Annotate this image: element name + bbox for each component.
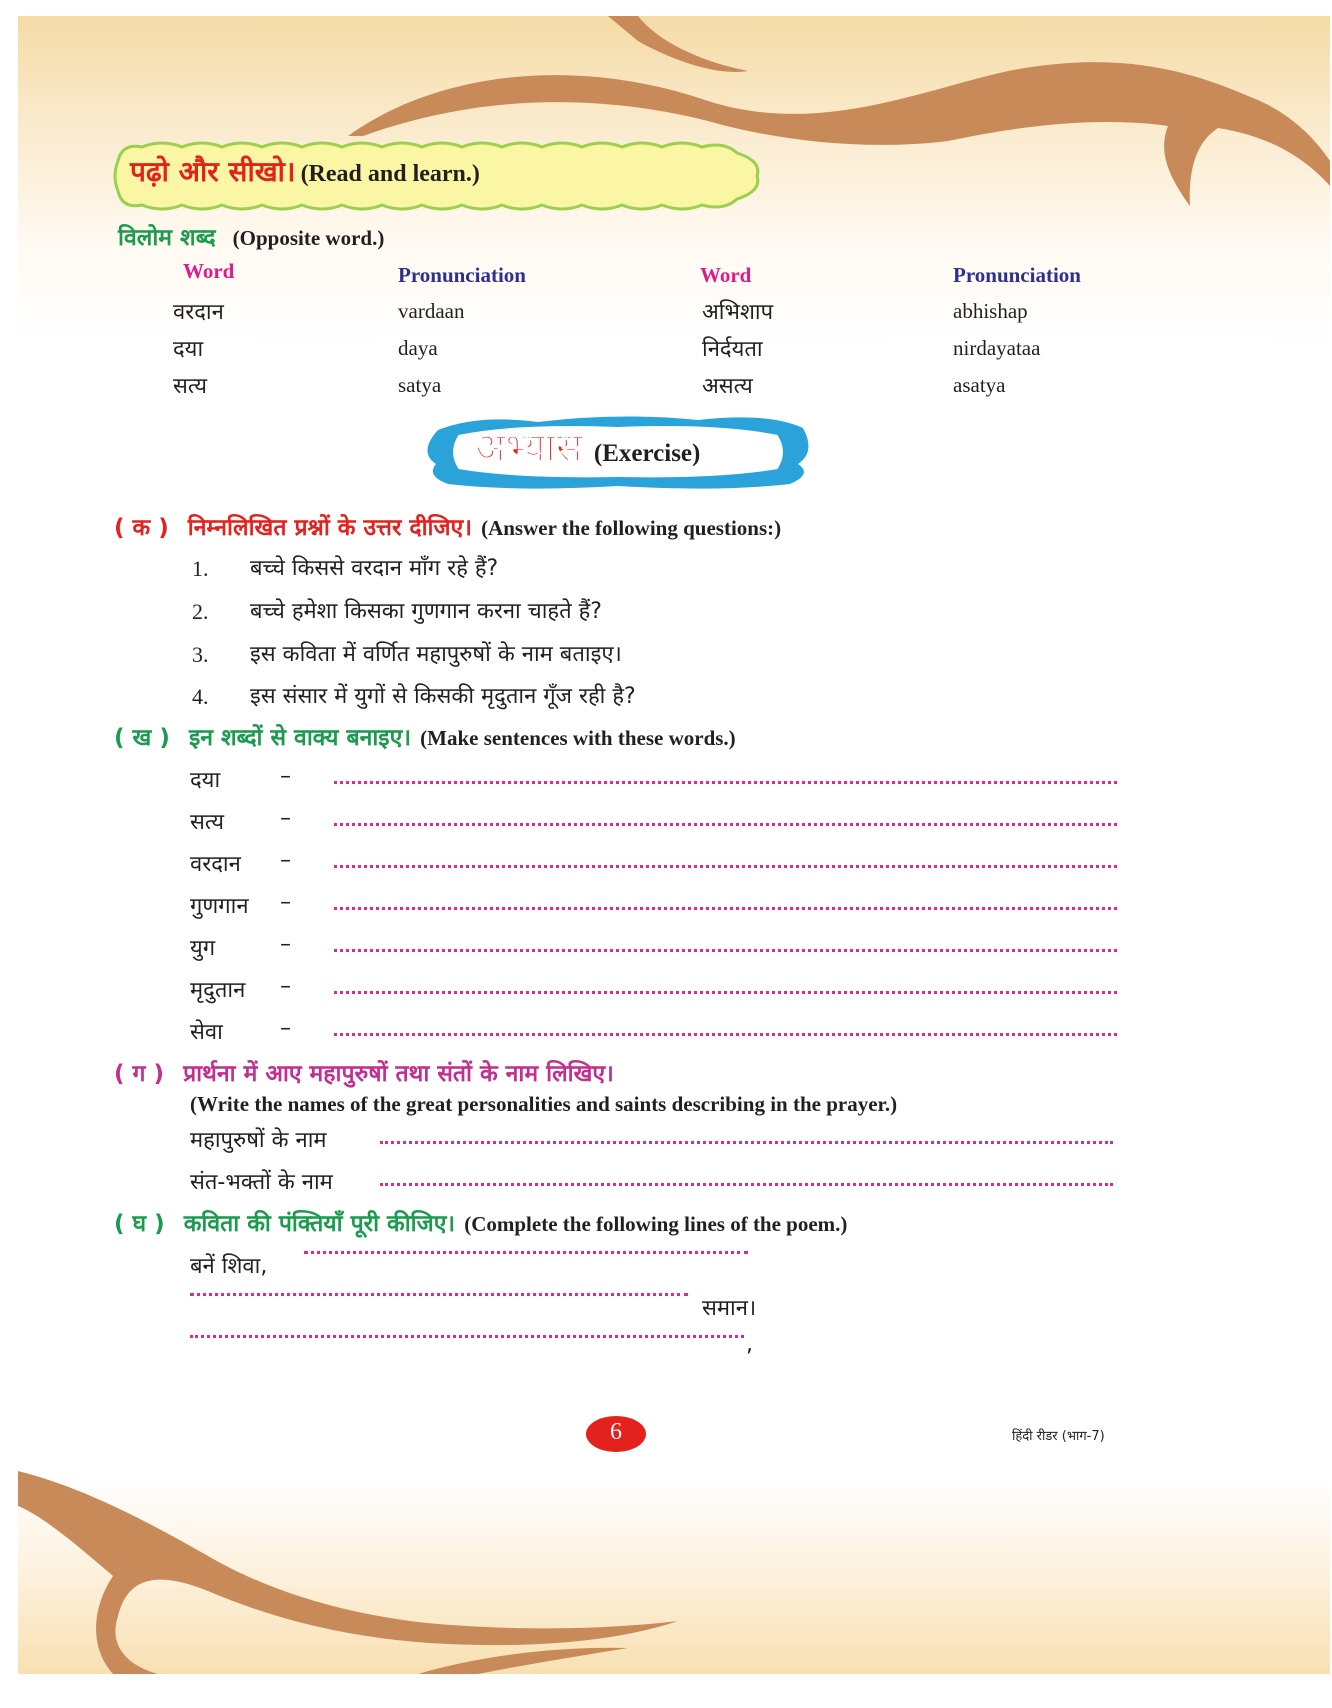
dash: – — [280, 764, 291, 789]
exercise-title-hindi: अभ्यास — [475, 425, 583, 471]
section-b-heading — [114, 720, 736, 752]
vocab-opposite: असत्य — [702, 374, 753, 399]
answer-line[interactable] — [334, 823, 1117, 826]
section-c-marker: ( ग ) — [114, 1061, 164, 1087]
vocab-pron: daya — [398, 336, 438, 360]
answer-line[interactable] — [334, 991, 1117, 994]
vocab-opposite-pron: abhishap — [953, 299, 1028, 323]
vocab-opposite: निर्दयता — [702, 337, 763, 362]
dash: – — [280, 932, 291, 957]
word-label: गुणगान — [190, 894, 249, 919]
section-a-marker: ( क ) — [114, 515, 169, 541]
col-pron-1: Pronunciation — [398, 263, 526, 287]
section-d-heading-english: (Complete the following lines of the poem.) — [464, 1212, 848, 1236]
col-word-2: Word — [700, 263, 752, 287]
exercise-title-english: (Exercise) — [593, 440, 701, 467]
question-text: इस संसार में युगों से किसकी मृदुतान गूँज रही है? — [250, 684, 636, 709]
dash: – — [280, 1016, 291, 1041]
vocab-heading-english: (Opposite word.) — [232, 226, 385, 250]
vocab-opposite-pron: asatya — [953, 373, 1006, 397]
vocab-word: सत्य — [173, 374, 208, 399]
section-c-heading — [114, 1056, 614, 1088]
answer-line[interactable] — [334, 781, 1117, 784]
col-pron-2: Pronunciation — [953, 263, 1081, 287]
section-a-heading-english: (Answer the following questions:) — [481, 516, 782, 540]
col-word-1: Word — [183, 259, 235, 283]
section-b-heading-english: (Make sentences with these words.) — [420, 726, 736, 750]
section-c-heading-english: (Write the names of the great personalities and saints describing in the prayer.) — [190, 1092, 898, 1116]
section-a-heading-hindi: निम्नलिखित प्रश्नों के उत्तर दीजिए। — [187, 515, 472, 541]
word-label: युग — [190, 936, 216, 961]
saints-answer-line[interactable] — [380, 1183, 1113, 1186]
header-title-hindi: पढ़ो और सीखो। — [130, 155, 296, 188]
answer-line[interactable] — [334, 949, 1117, 952]
book-title: हिंदी रीडर (भाग-7) — [1012, 1429, 1105, 1444]
word-label: वरदान — [190, 852, 241, 877]
word-label: सेवा — [190, 1020, 223, 1045]
poem-line-1-blank[interactable] — [304, 1251, 748, 1254]
question-text: बच्चे हमेशा किसका गुणगान करना चाहते हैं? — [250, 599, 602, 624]
header-title-english: (Read and learn.) — [300, 161, 480, 187]
poem-line-1-start: बनें शिवा, — [190, 1254, 268, 1279]
question-number: 4. — [192, 684, 209, 709]
word-label: सत्य — [190, 810, 225, 835]
question-text: इस कविता में वर्णित महापुरुषों के नाम बताइए। — [250, 642, 622, 667]
vocab-opposite-pron: nirdayataa — [953, 336, 1041, 360]
bottom-twig — [418, 1648, 628, 1674]
question-text: बच्चे किससे वरदान माँग रहे हैं? — [250, 556, 499, 581]
section-b-heading-hindi: इन शब्दों से वाक्य बनाइए। — [188, 725, 412, 751]
vocab-opposite: अभिशाप — [702, 300, 774, 325]
great-personalities-answer-line[interactable] — [380, 1141, 1113, 1144]
great-personalities-label: महापुरुषों के नाम — [190, 1128, 327, 1153]
saints-label: संत-भक्तों के नाम — [190, 1170, 333, 1195]
section-d-marker: ( घ ) — [114, 1211, 165, 1237]
poem-line-2-blank[interactable] — [190, 1293, 688, 1296]
section-a-heading — [114, 510, 781, 542]
page-number: 6 — [610, 1419, 622, 1445]
vocab-pron: vardaan — [398, 299, 465, 323]
section-c-heading-hindi: प्रार्थना में आए महापुरुषों तथा संतों के नाम लिखिए। — [183, 1061, 614, 1087]
vocab-word: वरदान — [173, 300, 224, 325]
word-label: मृदुतान — [190, 978, 246, 1003]
vocab-heading — [118, 220, 384, 252]
dash: – — [280, 974, 291, 999]
header-title — [130, 152, 480, 190]
bottom-branch — [18, 1471, 678, 1674]
question-number: 3. — [192, 642, 209, 667]
answer-line[interactable] — [334, 1033, 1117, 1036]
section-d-heading — [114, 1206, 847, 1238]
poem-line-3-end: , — [746, 1332, 753, 1357]
vocab-pron: satya — [398, 373, 442, 397]
poem-line-3-blank[interactable] — [190, 1335, 744, 1338]
dash: – — [280, 806, 291, 831]
vocab-heading-hindi: विलोम शब्द — [118, 225, 216, 251]
dash: – — [280, 848, 291, 873]
vocab-word: दया — [173, 337, 204, 362]
answer-line[interactable] — [334, 865, 1117, 868]
workbook-page — [18, 16, 1330, 1674]
question-number: 1. — [192, 556, 209, 581]
exercise-title — [475, 418, 700, 473]
section-d-heading-hindi: कविता की पंक्तियाँ पूरी कीजिए। — [183, 1211, 456, 1237]
answer-line[interactable] — [334, 907, 1117, 910]
top-twig — [608, 16, 748, 72]
word-label: दया — [190, 768, 221, 793]
question-number: 2. — [192, 599, 209, 624]
dash: – — [280, 890, 291, 915]
poem-line-2-end: समान। — [702, 1296, 757, 1321]
section-b-marker: ( ख ) — [114, 725, 170, 751]
